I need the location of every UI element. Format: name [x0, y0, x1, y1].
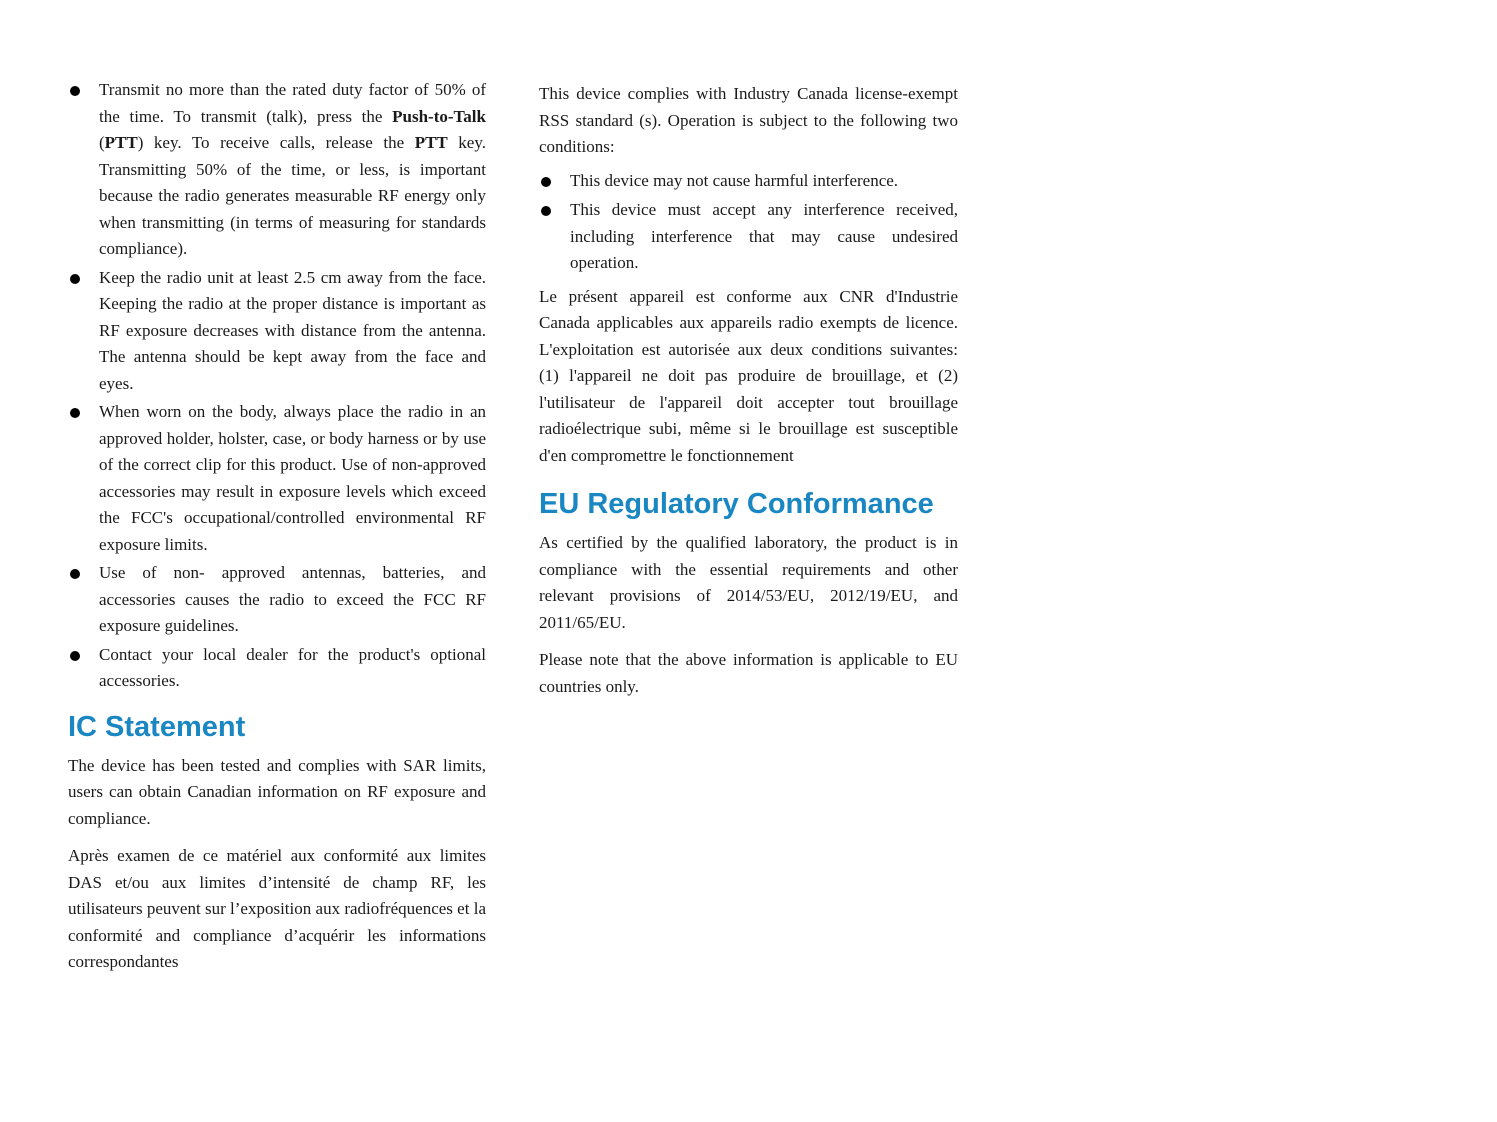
bullet-text: key. Transmitting 50% of the time, or less, is important because the radio generates measurable RF energy only when transmitting (in terms of measuring for standards compliance). [99, 133, 486, 258]
bullet-dot-icon [541, 177, 551, 187]
bold-ptt: PTT [104, 133, 138, 152]
eu-paragraph-note: Please note that the above information is applicable to EU countries only. [539, 650, 958, 696]
industry-canada-intro: This device complies with Industry Canada license-exempt RSS standard (s). Operation is subject to the following two conditions: [539, 84, 958, 156]
condition-no-interference [539, 168, 958, 195]
bullet-duty-factor [68, 77, 486, 263]
bullet-non-approved [68, 560, 486, 640]
bullet-body-worn [68, 399, 486, 558]
bullet-text: ( [99, 133, 105, 152]
bullet-text: Transmit no more than the rated duty factor of 50% of the time. To transmit (talk), press the [99, 80, 486, 126]
bullet-dot-icon [70, 86, 80, 96]
ic-paragraph-french: Après examen de ce matériel aux conformité aux limites DAS et/ou aux limites d’intensité de champ RF, les utilisateurs peuvent sur l’exposition aux radiofréquences et la conformité and compliance d’acquérir les informations correspondantes [68, 846, 486, 971]
bullet-text: Contact your local dealer for the product's optional accessories. [99, 644, 486, 690]
bullet-dot-icon [541, 206, 551, 216]
bullet-text: When worn on the body, always place the radio in an approved holder, holster, case, or body harness or by use of the correct clip for this product. Use of non-approved accessories may result in exposure levels which exceed the FCC's occupational/controlled environmental RF exposure limits. [99, 402, 486, 554]
condition-accept-interference [539, 197, 958, 277]
bullet-dot-icon [70, 651, 80, 661]
bold-push-to-talk: Push-to-Talk [392, 106, 486, 126]
ic-statement-heading: IC Statement [68, 710, 246, 743]
bullet-distance [68, 265, 486, 398]
eu-conformance-heading: EU Regulatory Conformance [539, 488, 934, 520]
bullet-dot-icon [70, 274, 80, 284]
bullet-dot-icon [70, 408, 80, 418]
industry-canada-french: Le présent appareil est conforme aux CNR d'Industrie Canada applicables aux appareils radio exempts de licence. L'exploitation est autorisée aux deux conditions suivantes: (1) l'appareil ne doit pas produire de brouillage, et (2) l'utilisateur de l'appareil doit accepter tout brouillage radioélectrique subi, même si le brouillage est susceptible d'en compromettre le fonctionnement [539, 286, 958, 465]
bullet-text: Use of non- approved antennas, batteries, and accessories causes the radio to exceed the FCC RF exposure guidelines. [99, 563, 486, 635]
bullet-text: ) key. To receive calls, release the [137, 133, 415, 152]
ic-paragraph-english: The device has been tested and complies with SAR limits, users can obtain Canadian information on RF exposure and compliance. [68, 755, 486, 828]
condition-text: This device must accept any interference received, including interference that may cause undesired operation. [570, 200, 958, 272]
bold-ptt: PTT [414, 133, 448, 152]
bullet-dot-icon [70, 569, 80, 579]
bullet-text: Keep the radio unit at least 2.5 cm away from the face. Keeping the radio at the proper distance is important as RF exposure decreases with distance from the antenna. The antenna should be kept away from the face and eyes. [99, 267, 486, 393]
bullet-dealer [68, 642, 486, 695]
left-column [68, 76, 486, 976]
right-column [539, 76, 958, 700]
conditions-list [539, 168, 958, 277]
condition-text: This device may not cause harmful interference. [570, 170, 899, 190]
safety-bullet-list [68, 77, 486, 695]
eu-paragraph-certified: As certified by the qualified laboratory, the product is in compliance with the essential requirements and other relevant provisions of 2014/53/EU, 2012/19/EU, and 2011/65/EU. [539, 533, 958, 632]
